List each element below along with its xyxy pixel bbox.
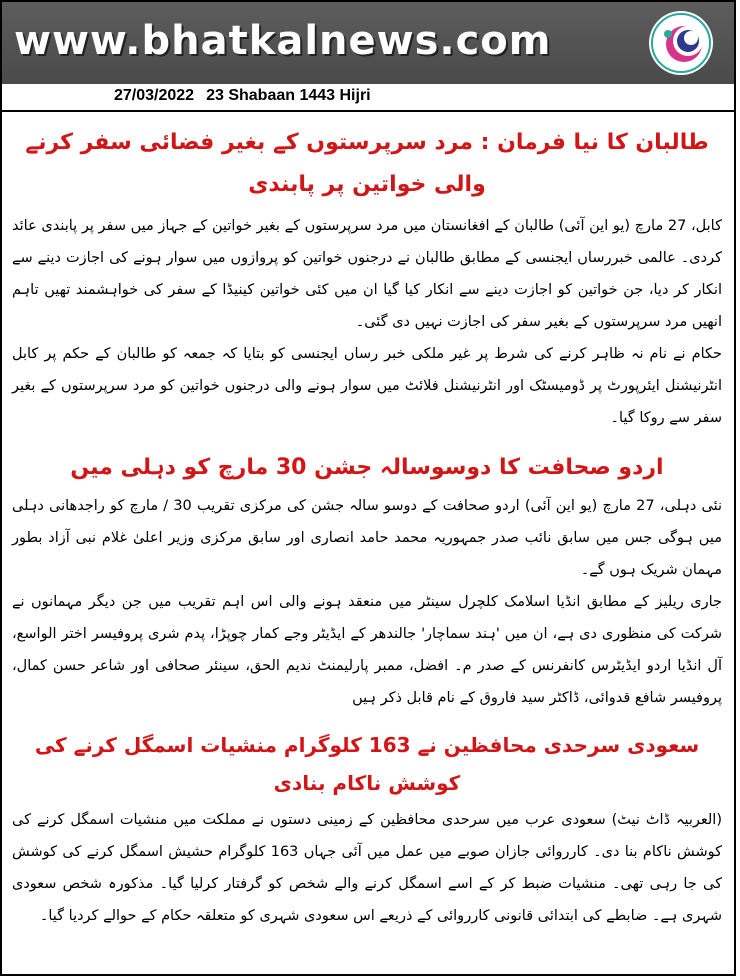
article-content bbox=[6, 116, 728, 932]
headline-taliban: طالبان کا نیا فرمان : مرد سرپرستوں کے بغیر فضائی سفر کرنے والی خواتین پر پابندی bbox=[25, 130, 709, 197]
article-paragraph: کابل، 27 مارچ (یو این آئی) طالبان کے افغانستان میں مرد سرپرستوں کے بغیر خواتین کے جہاز میں سفر پر پابندی عائد کردی۔ عالمی خبررساں ایجنسی کے مطابق طالبان نے درجنوں خواتین کو پروازوں میں سوار ہونے کی اجازت دینے سے انکار کر دیا، جن خواتین کو اجازت دینے سے انکار کیا گیا ان میں کئی خواتین کینیڈا کے سفر کی خواہشمند تھیں تاہم انھیں مرد سرپرستوں کے بغیر سفر کی اجازت نہیں دی گئی۔ bbox=[12, 218, 722, 330]
site-logo-icon[interactable] bbox=[648, 10, 714, 76]
dateline bbox=[114, 87, 371, 105]
hijri-date: 23 Shabaan 1443 Hijri bbox=[206, 87, 371, 104]
headline-urdu-journalism: اردو صحافت کا دوسوسالہ جشن 30 مارچ کو دہلی میں bbox=[70, 455, 664, 480]
masthead bbox=[2, 2, 734, 84]
headline-saudi-border: سعودی سرحدی محافظین نے 163 کلوگرام منشیات اسمگل کرنے کی کوشش ناکام بنادی bbox=[34, 733, 700, 795]
article-saudi-border bbox=[6, 726, 728, 932]
dateline-bar bbox=[2, 84, 734, 112]
article-paragraph: جاری ریلیز کے مطابق انڈیا اسلامک کلچرل سینٹر میں منعقد ہونے والی اس اہم تقریب میں جن دیگر مہمانوں نے شرکت کی منظوری دی ہے، ان میں 'ہند سماچار' جالندھر کے ایڈیٹر وجے کمار چوپڑا، پدم شری پروفیسر اختر الواسع، آل انڈیا اردو ایڈیٹرس کانفرنس کے صدر م۔ افضل، ممبر پارلیمنٹ ندیم الحق، سینئر صحافی اور شاعر حسن کمال، پروفیسر شافع قدوائی، ڈاکٹر سید فاروق کے نام قابل ذکر ہیں bbox=[12, 594, 722, 706]
site-title[interactable]: www.bhatkalnews.com bbox=[14, 18, 552, 64]
gregorian-date: 27/03/2022 bbox=[114, 87, 195, 104]
article-paragraph: نئی دہلی، 27 مارچ (یو این آئی) اردو صحافت کے دوسو سالہ جشن کی مرکزی تقریب 30 / مارچ کو راجدھانی دہلی میں ہوگی جس میں سابق نائب صدر جمہوریہ محمد حامد انصاری اور سابق مرکزی وزیر اعلیٰ غلام نبی آزاد بطور مہمان شریک ہوں گے۔ bbox=[12, 498, 722, 578]
article-paragraph: (العربیہ ڈاٹ نیٹ) سعودی عرب میں سرحدی محافظین کے زمینی دستوں نے مملکت میں منشیات اسمگل کرنے کی کوشش ناکام بنا دی۔ کارروائی جازان صوبے میں عمل میں آئی جہاں 163 کلوگرام حشیش اسمگل کرنے کی کوشش کی جا رہی تھی۔ منشیات ضبط کر کے اسے اسمگل کرنے والے شخص کو گرفتار کرلیا گیا۔ مذکورہ شخص سعودی شہری ہے۔ ضابطے کی ابتدائی قانونی کارروائی کے ذریعے اس سعودی شہری کو متعلقہ حکام کے حوالے کردیا گیا۔ bbox=[12, 812, 722, 924]
article-urdu-journalism bbox=[6, 448, 728, 714]
article-taliban bbox=[6, 122, 728, 434]
article-paragraph: حکام نے نام نہ ظاہر کرنے کی شرط پر غیر ملکی خبر رساں ایجنسی کو بتایا کہ جمعہ کو طالبان کے حکم پر کابل انٹرنیشنل ایئرپورٹ پر ڈومیسٹک اور انٹرنیشنل فلائٹ میں سوار ہونے والی درجنوں خواتین کو مرد سرپرستوں کے بغیر سفر سے روکا گیا۔ bbox=[12, 346, 722, 426]
